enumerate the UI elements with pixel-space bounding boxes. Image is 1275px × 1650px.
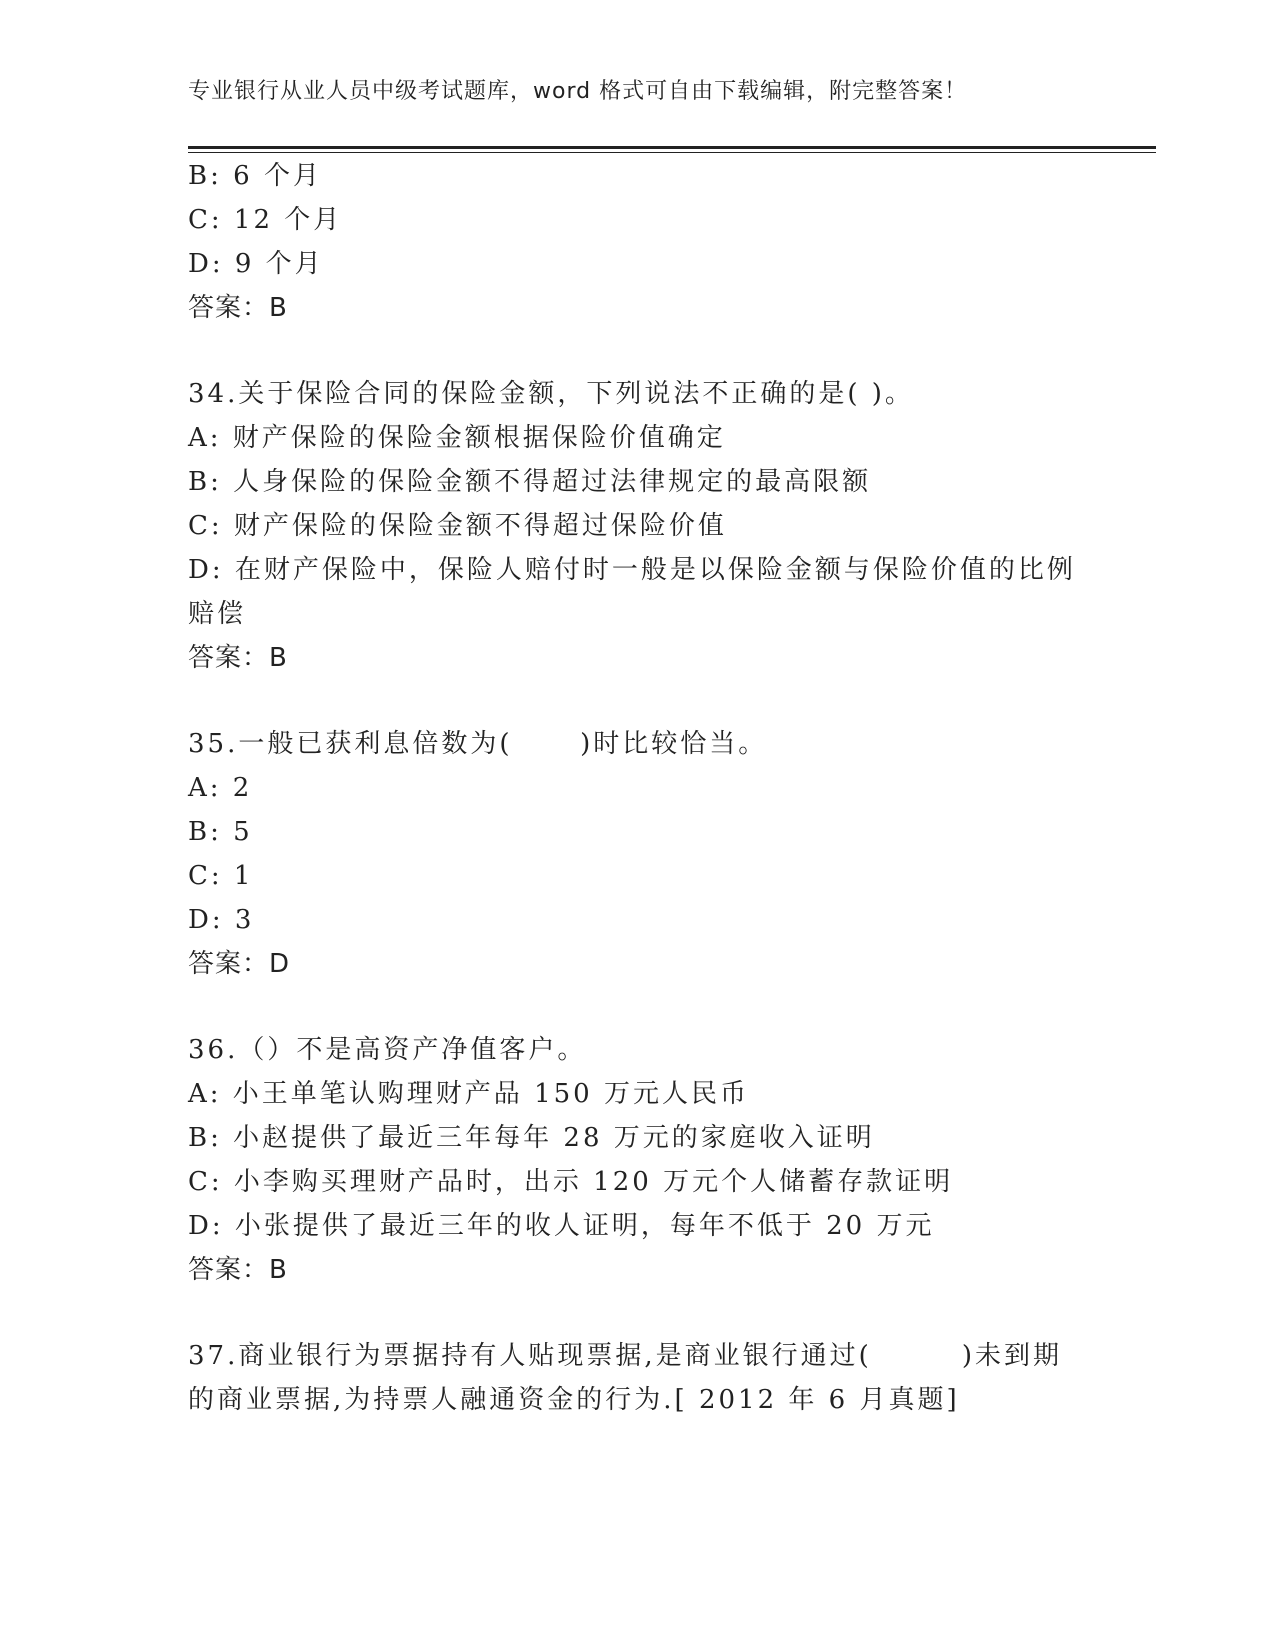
option-line: C: 小李购买理财产品时，出示 120 万元个人储蓄存款证明: [188, 1167, 954, 1197]
option-line: C: 12 个月: [188, 205, 343, 235]
option-line: A: 财产保险的保险金额根据保险价值确定: [188, 423, 726, 453]
header-rule-thick: [188, 146, 1156, 149]
option-line: D: 3: [188, 905, 255, 935]
option-line-continued: 赔偿: [188, 599, 247, 629]
answer-line: 答案：B: [188, 643, 288, 673]
question-37-continued: 的商业票据,为持票人融通资金的行为.[ 2012 年 6 月真题]: [188, 1385, 960, 1415]
option-line: D: 小张提供了最近三年的收人证明，每年不低于 20 万元: [188, 1211, 935, 1241]
option-line: B: 人身保险的保险金额不得超过法律规定的最高限额: [188, 467, 872, 497]
answer-line: 答案：B: [188, 293, 288, 323]
option-line: C: 财产保险的保险金额不得超过保险价值: [188, 511, 727, 541]
option-line: C: 1: [188, 861, 254, 891]
question-36: 36.（）不是高资产净值客户。: [188, 1035, 587, 1065]
option-line: D: 9 个月: [188, 249, 324, 279]
option-line: D: 在财产保险中，保险人赔付时一般是以保险金额与保险价值的比例: [188, 555, 1076, 585]
option-line: A: 小王单笔认购理财产品 150 万元人民币: [188, 1079, 749, 1109]
option-line: B: 小赵提供了最近三年每年 28 万元的家庭收入证明: [188, 1123, 875, 1153]
page-header: 专业银行从业人员中级考试题库，word 格式可自由下载编辑，附完整答案！: [188, 79, 968, 104]
question-34: 34.关于保险合同的保险金额，下列说法不正确的是( )。: [188, 379, 914, 409]
option-line: B: 5: [188, 817, 253, 847]
option-line: A: 2: [188, 773, 253, 803]
answer-line: 答案：D: [188, 949, 291, 979]
question-37: 37.商业银行为票据持有人贴现票据,是商业银行通过( )未到期: [188, 1341, 1063, 1371]
header-rule-thin: [188, 152, 1156, 153]
answer-line: 答案：B: [188, 1255, 288, 1285]
question-35: 35.一般已获利息倍数为( )时比较恰当。: [188, 729, 768, 759]
option-line: B: 6 个月: [188, 161, 322, 191]
